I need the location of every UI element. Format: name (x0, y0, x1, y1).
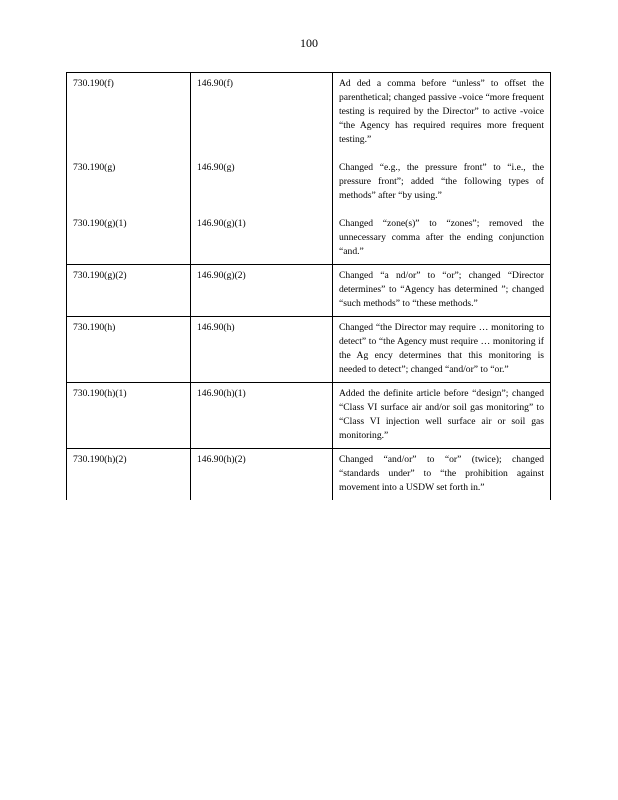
table-row (67, 265, 551, 317)
amendments-table (66, 72, 551, 500)
page-number: 100 (300, 36, 318, 50)
new-section-ref: 146.90(f) (197, 78, 233, 89)
section-cell: 730.190(g)(2) (67, 265, 191, 317)
new-section-cell: 146.90(h) (191, 317, 333, 383)
new-section-ref: 146.90(g) (197, 162, 235, 173)
section-cell: 730.190(h)(2) (67, 449, 191, 501)
new-section-cell: 146.90(h)(1) (191, 383, 333, 449)
section-ref: 730.190(f) (73, 78, 114, 89)
section-cell: 730.190(h)(1) (67, 383, 191, 449)
description-text: Changed “zone(s)” to “zones”; removed the unnecessary comma after the ending conjunction “and.” (339, 218, 544, 257)
description-text: Ad ded a comma before “unless” to offset the parenthetical; changed passive -voice “more frequent testing is required by the Director” to active -voice “the Agency has required requires more frequent testing.” (339, 78, 544, 145)
new-section-cell: 146.90(h)(2) (191, 449, 333, 501)
description-text: Changed “e.g., the pressure front” to “i.e., the pressure front”; added “the following types of methods” after “by using.” (339, 162, 544, 201)
section-ref: 730.190(g)(1) (73, 218, 127, 229)
table-row (67, 449, 551, 501)
description-cell: Changed “the Director may require … monitoring to detect” to “the Agency must require … monitoring if the Ag ency determines that this monitoring is needed to detect”; changed “and/or” to “or.” (333, 317, 551, 383)
new-section-cell (191, 73, 333, 265)
new-section-cell: 146.90(g)(2) (191, 265, 333, 317)
section-ref: 730.190(g) (73, 162, 116, 173)
table-row (67, 317, 551, 383)
table-row (67, 73, 551, 265)
new-section-ref: 146.90(g)(1) (197, 218, 246, 229)
description-cell (333, 73, 551, 265)
section-cell: 730.190(h) (67, 317, 191, 383)
description-cell: Changed “a nd/or” to “or”; changed “Director determines” to “Agency has determined ”; changed “such methods” to “these methods.” (333, 265, 551, 317)
description-cell: Added the definite article before “design”; changed “Class VI surface air and/or soil gas monitoring” to “Class VI injection well surface air or soil gas monitoring.” (333, 383, 551, 449)
table-row (67, 383, 551, 449)
description-cell: Changed “and/or” to “or” (twice); changed “standards under” to “the prohibition against movement into a USDW set forth in.” (333, 449, 551, 501)
section-cell (67, 73, 191, 265)
